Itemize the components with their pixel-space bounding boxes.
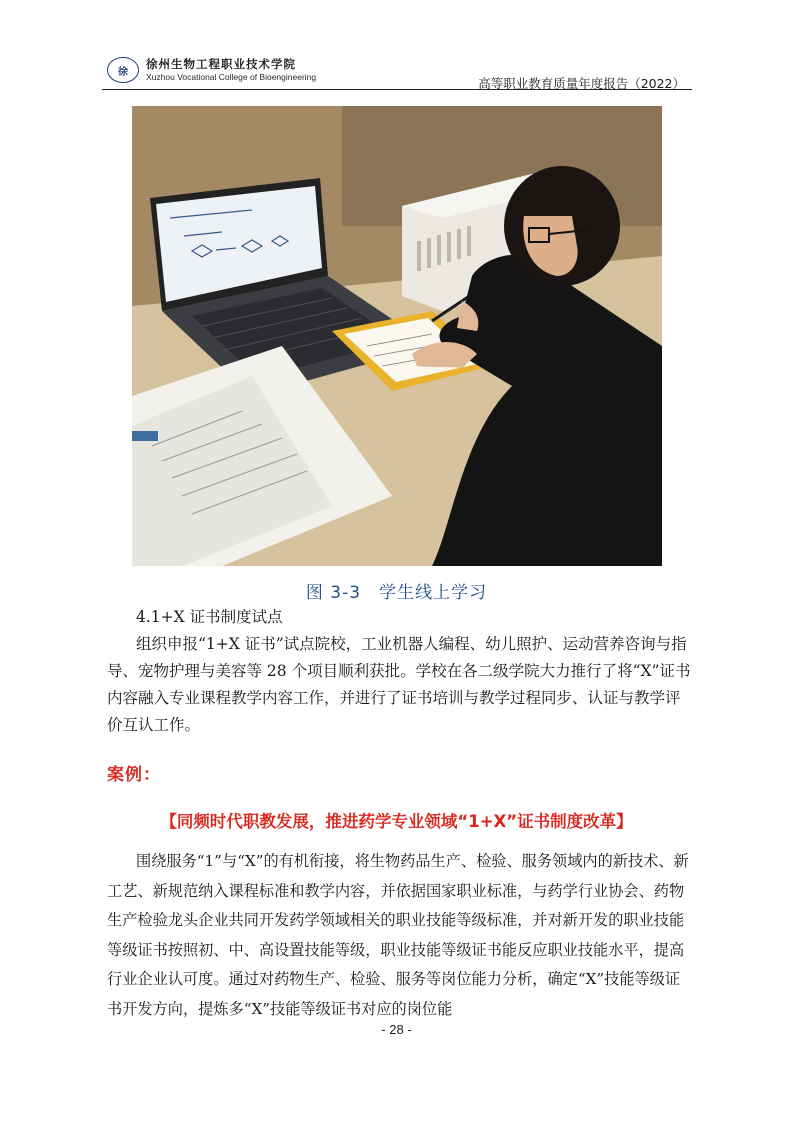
case-title: 【同频时代职教发展，推进药学专业领域“1+X”证书制度改革】 [160, 812, 633, 831]
case-body-paragraph: 围绕服务“1”与“X”的有机衔接，将生物药品生产、检验、服务领域内的新技术、新工艺、新规范纳入课程标准和教学内容，并依据国家职业标准，与药学行业协会、药物生产检验龙头企业共同开发药学领域相关的职业技能等级标准，并对新开发的职业技能等级证书按照初、中、高设置技能等级，职业技能等级证书能反应职业技能水平，提高行业企业认可度。通过对药物生产、检验、服务等岗位能力分析，确定“X”技能等级证书开发方向，提炼多“X”技能等级证书对应的岗位能 [107, 852, 689, 1018]
case-label: 案例： [107, 765, 161, 785]
student-online-learning-photo [132, 106, 662, 566]
figure-caption: 图 3-3 学生线上学习 [305, 583, 488, 603]
report-title: 高等职业教育质量年度报告（2022） [478, 76, 685, 91]
page-number: - 28 - [381, 1022, 412, 1037]
school-name-cn: 徐州生物工程职业技术学院 [146, 57, 296, 71]
section-heading: 4.1+X 证书制度试点 [136, 608, 283, 626]
page-header [0, 0, 793, 100]
section-body-paragraph: 组织申报“1+X 证书”试点院校，工业机器人编程、幼儿照护、运动营养咨询与指导、宠物护理与美容等 28 个项目顺利获批。学校在各二级学院大力推行了将“X”证书内容融入专业课程教学内容工作，并进行了证书培训与教学过程同步、认证与教学评价互认工作。 [107, 635, 691, 734]
logo-glyph: 徐 [118, 66, 128, 78]
school-name-en: Xuzhou Vocational College of Bioengineering [146, 72, 317, 82]
college-logo [107, 57, 139, 83]
header-divider [102, 89, 692, 90]
